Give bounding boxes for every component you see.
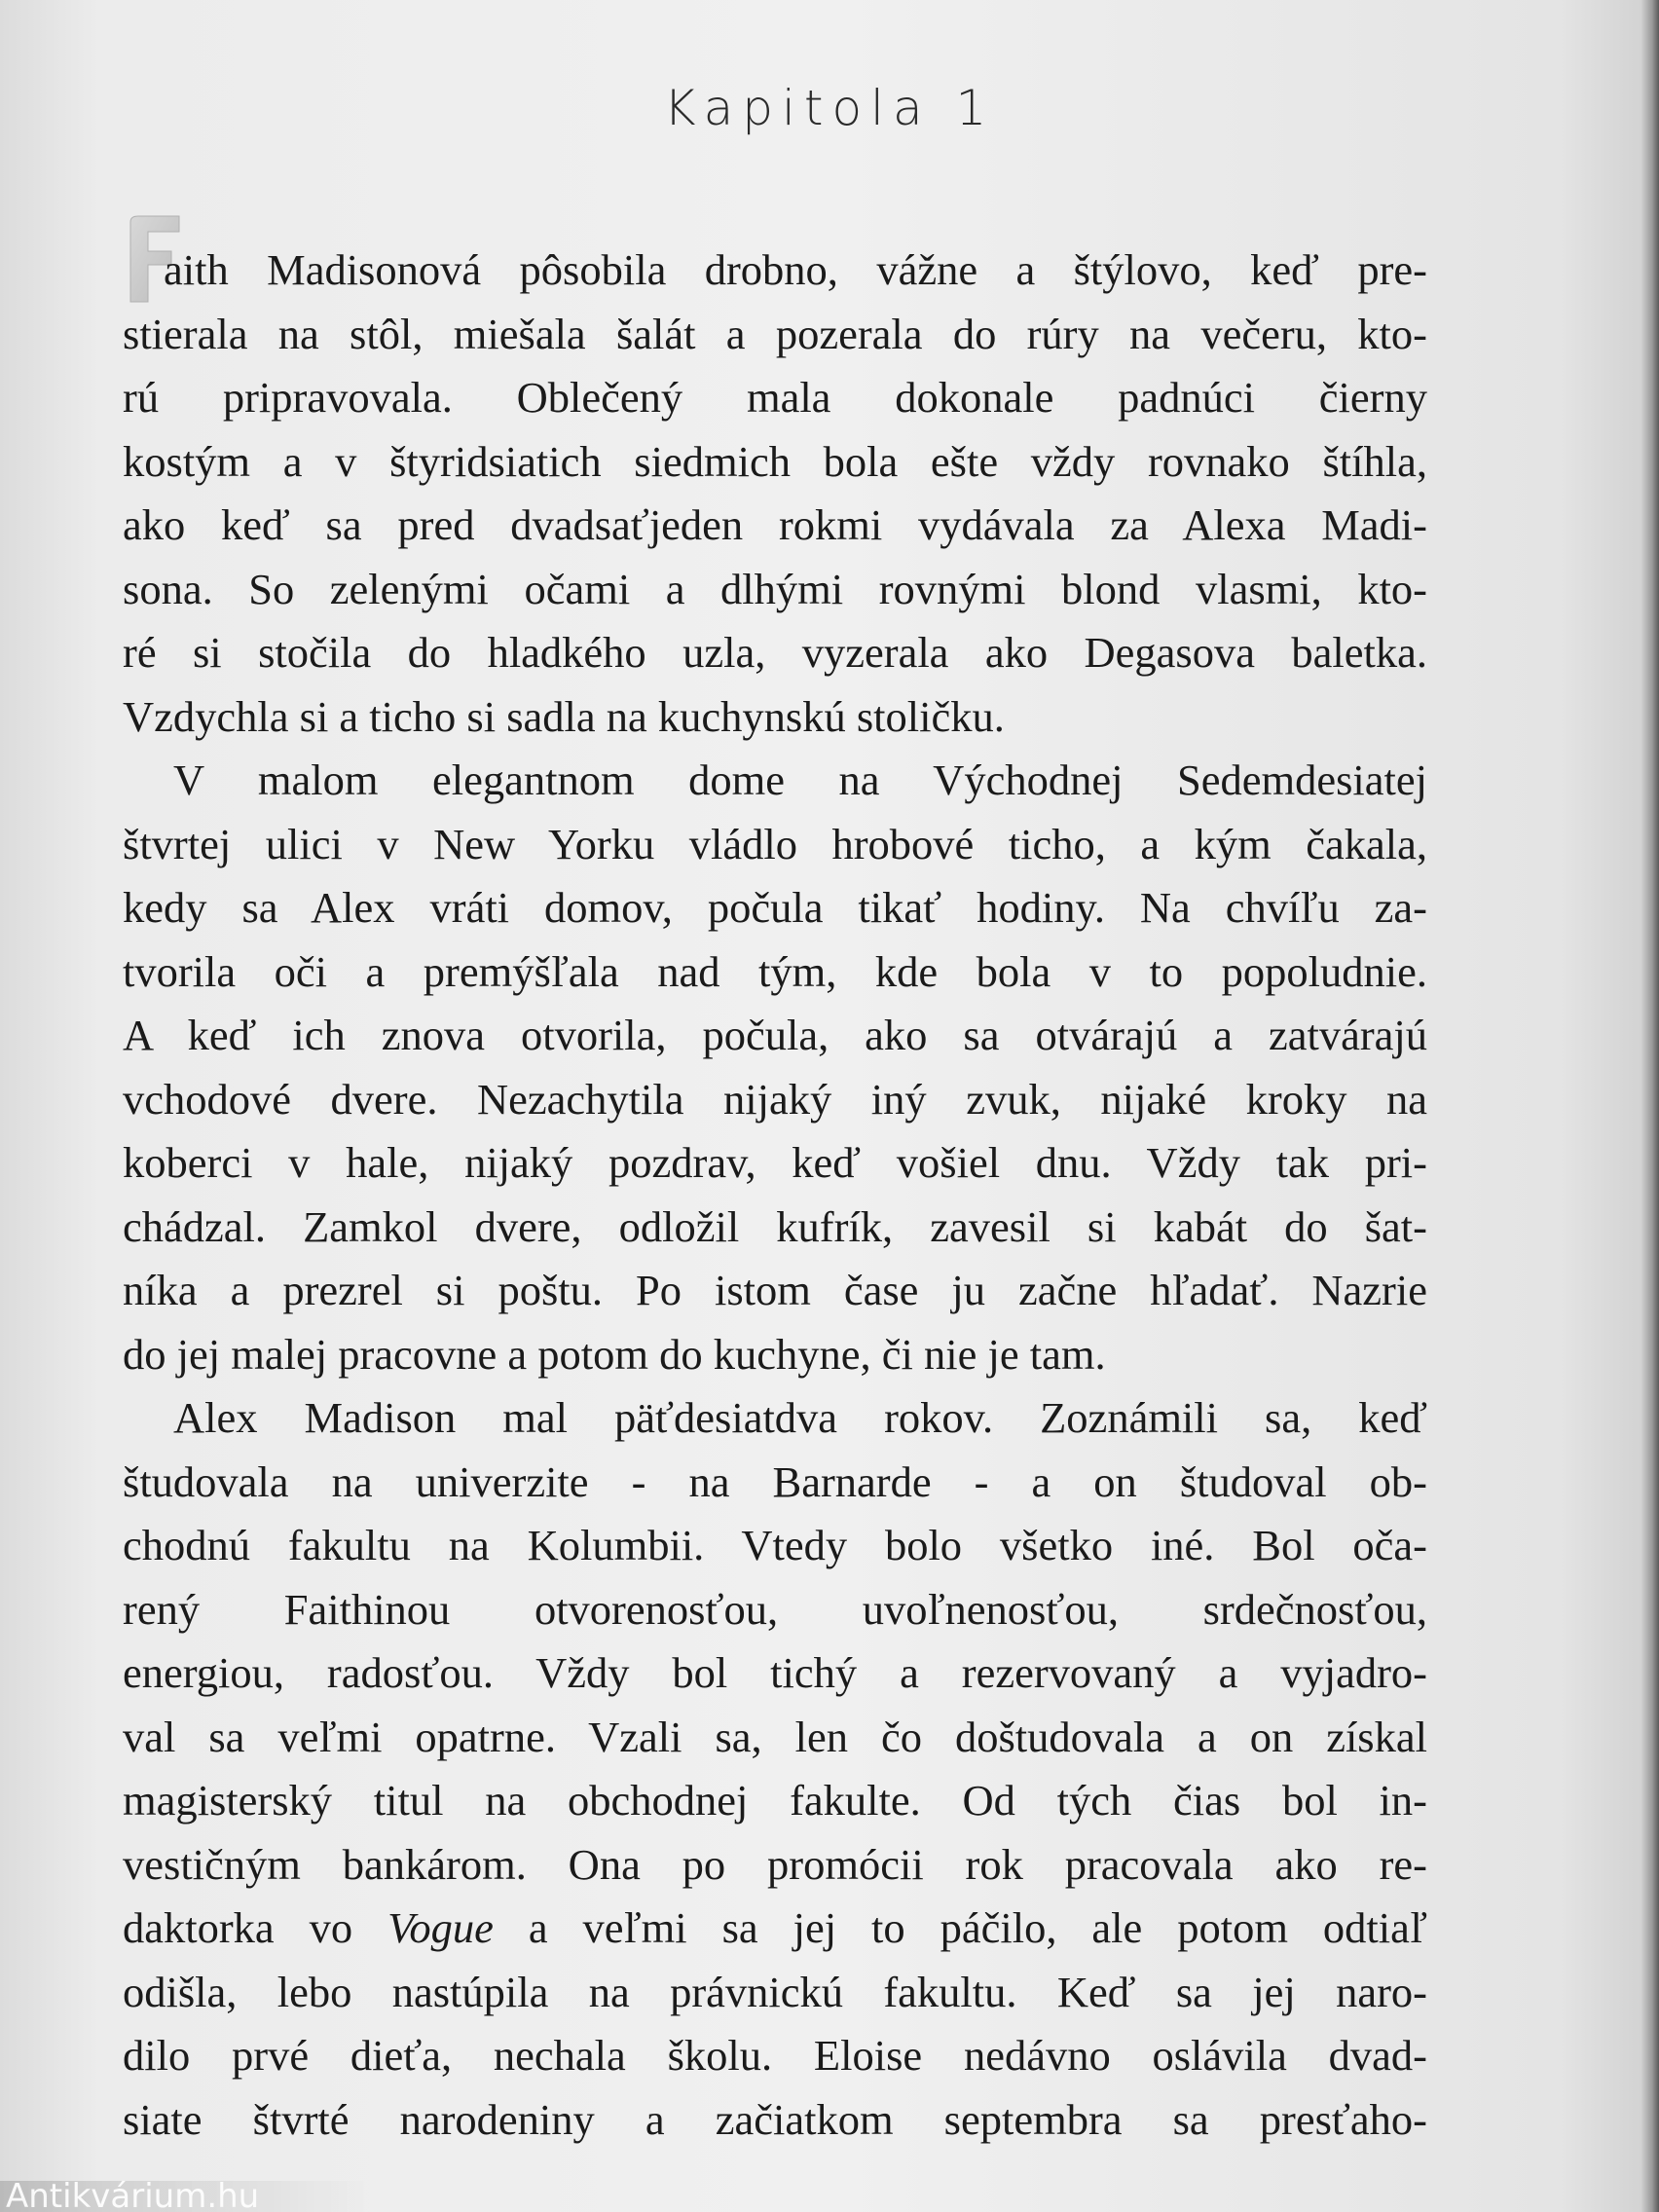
text-line: odišla, lebo nastúpila na právnickú fakultu. Keď sa jej naro- <box>123 1967 1427 2016</box>
text-line: štvrtej ulici v New Yorku vládlo hrobové ticho, a kým čakala, <box>123 819 1427 868</box>
text-line: magisterský titul na obchodnej fakulte. Od tých čias bol in- <box>123 1776 1427 1825</box>
watermark: Antikvárium.hu <box>0 2181 376 2212</box>
text-line: vestičným bankárom. Ona po promócii rok pracovala ako re- <box>123 1839 1427 1889</box>
text-line: rú pripravovala. Oblečený mala dokonale padnúci čierny <box>123 373 1427 422</box>
text-line: dilo prvé dieťa, nechala školu. Eloise nedávno oslávila dvad- <box>123 2031 1427 2080</box>
text-line: ako keď sa pred dvadsaťjeden rokmi vydávala za Alexa Madi- <box>123 500 1427 549</box>
text-line: chodnú fakultu na Kolumbii. Vtedy bolo všetko iné. Bol oča- <box>123 1521 1427 1569</box>
text-line: koberci v hale, nijaký pozdrav, keď vošiel dnu. Vždy tak pri- <box>123 1138 1427 1187</box>
text-line: kedy sa Alex vráti domov, počula tikať hodiny. Na chvíľu za- <box>123 883 1427 932</box>
text-line: stierala na stôl, miešala šalát a pozerala do rúry na večeru, kto- <box>123 309 1427 358</box>
text-segment: a veľmi sa jej to páčilo, ale potom odtiaľ <box>493 1903 1427 1952</box>
text-line: kostým a v štyridsiatich siedmich bola ešte vždy rovnako štíhla, <box>123 436 1427 486</box>
text-line-with-italic <box>123 1897 1427 1961</box>
text-line: V malom elegantnom dome na Východnej Sedemdesiatej <box>173 756 1427 804</box>
text-line: aith Madisonová pôsobila drobno, vážne a štýlovo, keď pre- <box>164 245 1427 294</box>
text-segment: daktorka vo <box>123 1903 388 1952</box>
body-text <box>123 239 1427 2152</box>
italic-title-vogue: Vogue <box>387 1903 494 1952</box>
text-line: do jej malej pracovne a potom do kuchyne, či nie je tam. <box>123 1329 1106 1379</box>
text-line: tvorila oči a premýšľala nad tým, kde bola v to popoludnie. <box>123 946 1427 996</box>
text-line: A keď ich znova otvorila, počula, ako sa otvárajú a zatvárajú <box>123 1011 1427 1059</box>
chapter-title: Kapitola 1 <box>663 80 996 136</box>
text-line: študovala na univerzite - na Barnarde - a on študoval ob- <box>123 1456 1427 1506</box>
text-line: energiou, radosťou. Vždy bol tichý a rezervovaný a vyjadro- <box>123 1648 1427 1697</box>
text-line: vchodové dvere. Nezachytila nijaký iný zvuk, nijaké kroky na <box>123 1074 1427 1124</box>
text-line: ré si stočila do hladkého uzla, vyzerala ako Degasova baletka. <box>123 628 1427 677</box>
text-line: sona. So zelenými očami a dlhými rovnými blond vlasmi, kto- <box>123 564 1427 613</box>
text-line: siate štvrté narodeniny a začiatkom septembra sa presťaho- <box>123 2094 1427 2144</box>
text-line: Alex Madison mal päťdesiatdva rokov. Zoznámili sa, keď <box>173 1393 1427 1442</box>
text-line: val sa veľmi opatrne. Vzali sa, len čo doštudovala a on získal <box>123 1712 1427 1761</box>
text-line: Vzdychla si a ticho si sadla na kuchynskú stoličku. <box>123 691 1005 741</box>
text-line: chádzal. Zamkol dvere, odložil kufrík, zavesil si kabát do šat- <box>123 1201 1427 1251</box>
text-line: níka a prezrel si poštu. Po istom čase ju začne hľadať. Nazrie <box>123 1266 1427 1314</box>
page-edge-shadow <box>1641 0 1659 2212</box>
text-line: rený Faithinou otvorenosťou, uvoľnenosťou, srdečnosťou, <box>123 1584 1427 1634</box>
